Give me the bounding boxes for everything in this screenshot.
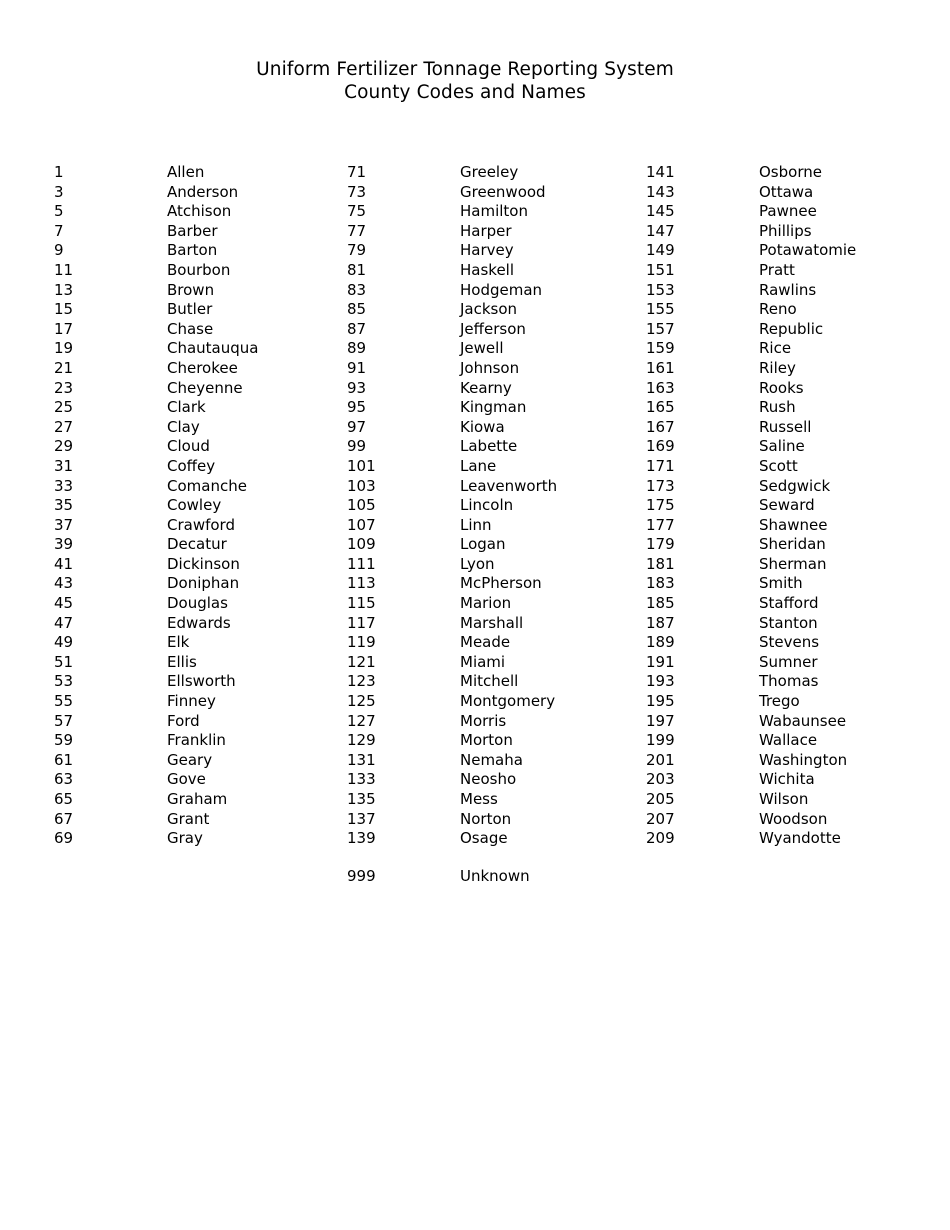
county-code: 97 (347, 417, 367, 436)
county-code: 185 (646, 594, 675, 613)
county-code: 171 (646, 456, 675, 475)
county-code: 189 (646, 633, 675, 652)
county-code: 71 (347, 163, 367, 181)
county-code: 111 (347, 554, 376, 573)
county-name: Clark (167, 398, 206, 417)
county-code: 95 (347, 398, 367, 417)
county-code: 169 (646, 437, 675, 456)
county-code: 87 (347, 319, 367, 338)
county-code: 101 (347, 456, 376, 475)
county-name: Unknown (460, 867, 530, 885)
county-name: Stafford (759, 594, 819, 613)
county-name: Saline (759, 437, 805, 456)
county-name: Jefferson (460, 319, 526, 338)
county-code: 167 (646, 417, 675, 436)
county-name: Neosho (460, 770, 517, 789)
county-code: 141 (646, 163, 675, 181)
county-name: Leavenworth (460, 476, 558, 495)
county-code: 89 (347, 339, 367, 358)
county-code: 59 (54, 731, 74, 750)
county-name: Cherokee (167, 358, 238, 377)
county-name: Elk (167, 633, 190, 652)
county-code: 137 (347, 809, 376, 828)
county-code: 3 (54, 182, 64, 201)
county-name: Brown (167, 280, 215, 299)
county-name: Logan (460, 535, 506, 554)
county-name: Lincoln (460, 496, 514, 515)
county-code: 69 (54, 829, 74, 848)
county-code: 129 (347, 731, 376, 750)
county-name: Chautauqua (167, 339, 259, 358)
county-code: 133 (347, 770, 376, 789)
county-name: Mess (460, 790, 498, 808)
title-line-2: County Codes and Names (344, 82, 586, 103)
county-code: 195 (646, 692, 675, 711)
county-name: Morton (460, 731, 513, 750)
county-name: Smith (759, 574, 803, 593)
county-name: Wyandotte (759, 829, 841, 848)
county-code: 181 (646, 554, 675, 573)
county-code: 125 (347, 692, 376, 711)
county-code: 5 (54, 202, 64, 221)
county-code: 109 (347, 535, 376, 554)
county-code: 7 (54, 221, 64, 240)
county-code: 19 (54, 339, 74, 358)
county-code: 83 (347, 280, 367, 299)
county-name: Crawford (167, 515, 235, 534)
county-code: 35 (54, 496, 74, 515)
county-name: Geary (167, 750, 213, 769)
county-code: 93 (347, 378, 367, 397)
county-code: 121 (347, 652, 376, 671)
county-name: Barton (167, 241, 218, 260)
county-code: 45 (54, 594, 74, 613)
county-name: Washington (759, 750, 848, 769)
county-name: Chase (167, 319, 214, 338)
county-code: 27 (54, 417, 74, 436)
county-name: Scott (759, 456, 798, 475)
county-name: Rice (759, 339, 792, 358)
county-name: Rawlins (759, 280, 817, 299)
county-name: Cowley (167, 496, 222, 515)
county-name: Decatur (167, 535, 227, 554)
county-name: Wichita (759, 770, 815, 789)
county-code: 163 (646, 378, 675, 397)
county-name: Pratt (759, 260, 795, 279)
county-name: Ellsworth (167, 672, 236, 691)
county-name: Rooks (759, 378, 804, 397)
county-code: 183 (646, 574, 675, 593)
county-code: 999 (347, 867, 376, 885)
county-name: Rush (759, 398, 796, 417)
county-code: 107 (347, 515, 376, 534)
county-code: 161 (646, 358, 675, 377)
county-name: Franklin (167, 731, 226, 750)
county-code: 127 (347, 711, 376, 730)
county-name: Ellis (167, 652, 197, 671)
county-code: 165 (646, 398, 675, 417)
county-name: Wilson (759, 790, 809, 808)
county-name: Norton (460, 809, 512, 828)
county-name: Woodson (759, 809, 828, 828)
county-code: 17 (54, 319, 74, 338)
county-name: Hamilton (460, 202, 528, 221)
county-name: Potawatomie (759, 241, 857, 260)
county-name: Stanton (759, 613, 818, 632)
county-name: Montgomery (460, 692, 556, 711)
county-code: 131 (347, 750, 376, 769)
county-code: 117 (347, 613, 376, 632)
county-name: Kiowa (460, 417, 505, 436)
county-code: 41 (54, 554, 74, 573)
county-code: 99 (347, 437, 367, 456)
county-name: Greeley (460, 163, 519, 181)
county-code: 123 (347, 672, 376, 691)
county-code: 151 (646, 260, 675, 279)
county-name: Dickinson (167, 554, 240, 573)
county-code: 57 (54, 711, 74, 730)
county-name: Jewell (460, 339, 504, 358)
county-name: Gove (167, 770, 206, 789)
county-name: Morris (460, 711, 507, 730)
county-name: Linn (460, 515, 492, 534)
county-code: 91 (347, 358, 367, 377)
county-code: 209 (646, 829, 675, 848)
county-name: Osage (460, 829, 508, 848)
county-code: 85 (347, 300, 367, 319)
county-name: Clay (167, 417, 200, 436)
county-code: 65 (54, 790, 74, 808)
county-name: Coffey (167, 456, 216, 475)
county-name: Cheyenne (167, 378, 243, 397)
county-code: 115 (347, 594, 376, 613)
county-code: 29 (54, 437, 74, 456)
county-name: Bourbon (167, 260, 231, 279)
county-code: 201 (646, 750, 675, 769)
county-name: Shawnee (759, 515, 828, 534)
county-name: Ottawa (759, 182, 814, 201)
county-name: Trego (759, 692, 800, 711)
county-name: Kearny (460, 378, 512, 397)
county-name: Haskell (460, 260, 515, 279)
county-name: Doniphan (167, 574, 240, 593)
county-code: 55 (54, 692, 74, 711)
county-name: Meade (460, 633, 511, 652)
county-name: Reno (759, 300, 797, 319)
county-name: Lane (460, 456, 497, 475)
county-code: 207 (646, 809, 675, 828)
county-name: Marshall (460, 613, 524, 632)
county-code: 187 (646, 613, 675, 632)
county-name: Grant (167, 809, 210, 828)
county-code: 147 (646, 221, 675, 240)
county-code: 179 (646, 535, 675, 554)
county-code: 63 (54, 770, 74, 789)
county-name: Sherman (759, 554, 827, 573)
county-code: 205 (646, 790, 675, 808)
county-name: Stevens (759, 633, 820, 652)
county-name: Sedgwick (759, 476, 831, 495)
county-name: Edwards (167, 613, 231, 632)
county-code: 193 (646, 672, 675, 691)
county-code: 153 (646, 280, 675, 299)
county-name: Wabaunsee (759, 711, 847, 730)
county-name: Graham (167, 790, 228, 808)
county-code: 79 (347, 241, 367, 260)
county-name: Marion (460, 594, 512, 613)
county-name: Republic (759, 319, 824, 338)
county-code: 197 (646, 711, 675, 730)
document-title (0, 58, 930, 104)
county-name: Hodgeman (460, 280, 543, 299)
title-line-1: Uniform Fertilizer Tonnage Reporting System (256, 59, 674, 80)
county-code: 37 (54, 515, 74, 534)
county-name: Barber (167, 221, 218, 240)
county-code: 113 (347, 574, 376, 593)
county-code: 15 (54, 300, 74, 319)
county-name: Mitchell (460, 672, 519, 691)
county-name: Douglas (167, 594, 228, 613)
county-code: 73 (347, 182, 367, 201)
county-code: 67 (54, 809, 74, 828)
county-name: Seward (759, 496, 815, 515)
county-name: Miami (460, 652, 506, 671)
county-code: 191 (646, 652, 675, 671)
county-name: Finney (167, 692, 216, 711)
county-code: 155 (646, 300, 675, 319)
county-code: 119 (347, 633, 376, 652)
county-name: Russell (759, 417, 812, 436)
county-name: Osborne (759, 163, 822, 181)
county-name: Lyon (460, 554, 495, 573)
county-code: 13 (54, 280, 74, 299)
county-code: 61 (54, 750, 74, 769)
county-name: Wallace (759, 731, 818, 750)
county-code: 53 (54, 672, 74, 691)
county-code: 1 (54, 163, 64, 181)
county-name: Cloud (167, 437, 210, 456)
county-code: 143 (646, 182, 675, 201)
county-code: 77 (347, 221, 367, 240)
county-name: Pawnee (759, 202, 817, 221)
county-code: 203 (646, 770, 675, 789)
county-name: Sumner (759, 652, 818, 671)
county-code: 157 (646, 319, 675, 338)
county-code: 105 (347, 496, 376, 515)
county-code: 177 (646, 515, 675, 534)
county-name: Harper (460, 221, 512, 240)
county-name: Labette (460, 437, 518, 456)
county-code: 47 (54, 613, 74, 632)
county-code: 173 (646, 476, 675, 495)
county-code: 81 (347, 260, 367, 279)
county-name: Johnson (460, 358, 520, 377)
county-code: 199 (646, 731, 675, 750)
county-code: 175 (646, 496, 675, 515)
county-name: Butler (167, 300, 213, 319)
county-code: 21 (54, 358, 74, 377)
county-name: Ford (167, 711, 200, 730)
county-name: Anderson (167, 182, 239, 201)
county-code: 149 (646, 241, 675, 260)
county-code: 51 (54, 652, 74, 671)
county-code: 25 (54, 398, 74, 417)
county-name: Phillips (759, 221, 812, 240)
county-code: 135 (347, 790, 376, 808)
county-code: 43 (54, 574, 74, 593)
county-name: Atchison (167, 202, 232, 221)
county-code: 139 (347, 829, 376, 848)
county-code: 75 (347, 202, 367, 221)
county-code: 33 (54, 476, 74, 495)
county-name: Nemaha (460, 750, 523, 769)
county-code: 9 (54, 241, 64, 260)
county-name: Sheridan (759, 535, 826, 554)
county-code: 11 (54, 260, 74, 279)
county-name: McPherson (460, 574, 542, 593)
county-name: Harvey (460, 241, 514, 260)
county-code: 49 (54, 633, 74, 652)
county-name: Gray (167, 829, 203, 848)
county-code: 159 (646, 339, 675, 358)
county-code: 39 (54, 535, 74, 554)
county-name: Kingman (460, 398, 527, 417)
county-name: Allen (167, 163, 205, 181)
county-name: Comanche (167, 476, 247, 495)
county-name: Thomas (759, 672, 819, 691)
county-name: Greenwood (460, 182, 546, 201)
county-code: 23 (54, 378, 74, 397)
county-code: 103 (347, 476, 376, 495)
county-name: Jackson (460, 300, 518, 319)
county-code: 31 (54, 456, 74, 475)
county-code: 145 (646, 202, 675, 221)
county-name: Riley (759, 358, 796, 377)
